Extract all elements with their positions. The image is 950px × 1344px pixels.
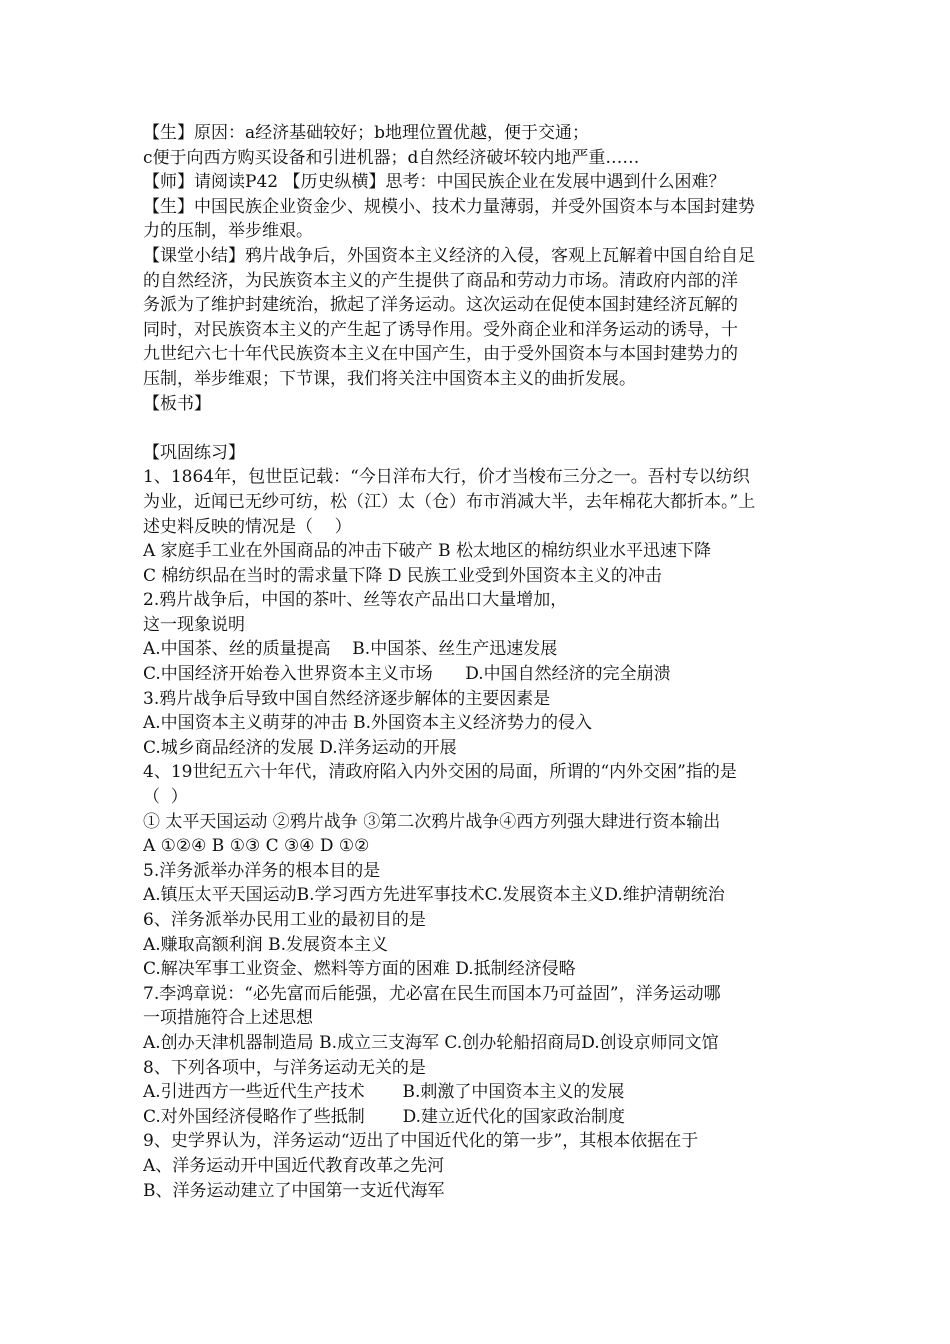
lesson-line: 力的压制，举步维艰。 [143,221,313,242]
lesson-line: 【生】原因：a经济基础较好；b地理位置优越，便于交通； [143,123,590,143]
exercise-line: A.中国茶、丝的质量提高 B.中国茶、丝生产迅速发展 [143,639,558,660]
exercise-line: B、洋务运动建立了中国第一支近代海军 [143,1180,445,1201]
exercise-line: C 棉纺织品在当时的需求量下降 D 民族工业受到外国资本主义的冲击 [143,565,662,586]
exercise-line: A ①②④ B ①③ C ③④ D ①② [143,836,370,857]
exercise-line: A、洋务运动开中国近代教育改革之先河 [143,1155,445,1176]
exercise-line: A.中国资本主义萌芽的冲击 B.外国资本主义经济势力的侵入 [143,713,592,734]
exercise-line: C.解决军事工业资金、燃料等方面的困难 D.抵制经济侵略 [143,959,576,980]
exercise-line: （ ） [143,787,188,808]
exercise-line: 一项措施符合上述思想 [143,1008,313,1029]
exercise-line: A.引进西方一些近代生产技术 B.刺激了中国资本主义的发展 [143,1082,625,1103]
exercise-line: 9、史学界认为，洋务运动“迈出了中国近代化的第一步”，其根本依据在于 [143,1131,699,1152]
blank-line [143,416,833,441]
lesson-line: 【师】请阅读P42 【历史纵横】思考：中国民族企业在发展中遇到什么困难？ [143,172,726,193]
exercise-line: 为业，近闻已无纱可纺，松（江）太（仓）布市消减大半，去年棉花大都折本。”上 [143,491,756,512]
exercise-line: C.城乡商品经济的发展 D.洋务运动的开展 [143,737,457,758]
exercise-line: A 家庭手工业在外国商品的冲击下破产 B 松太地区的棉纺织业水平迅速下降 [143,541,711,562]
lesson-line: 压制，举步维艰；下节课，我们将关注中国资本主义的曲折发展。 [143,368,636,389]
exercise-line: A.赚取高额利润 B.发展资本主义 [143,934,388,955]
exercise-line: A.创办天津机器制造局 B.成立三支海军 C.创办轮船招商局D.创设京师同文馆 [143,1032,719,1053]
lesson-line: 九世纪六七十年代民族资本主义在中国产生，由于受外国资本与本国封建势力的 [143,344,738,365]
document-body [143,121,833,1203]
lesson-line: 【板书】 [143,393,211,414]
exercise-line: C.对外国经济侵略作了些抵制 D.建立近代化的国家政治制度 [143,1106,626,1127]
exercise-line: C.中国经济开始卷入世界资本主义市场 D.中国自然经济的完全崩溃 [143,664,671,685]
exercise-line: 3.鸦片战争后导致中国自然经济逐步解体的主要因素是 [143,688,551,709]
exercise-title: 【巩固练习】 [143,442,245,463]
exercise-line: 2.鸦片战争后，中国的茶叶、丝等农产品出口大量增加， [143,590,568,611]
exercise-line: 4、19世纪五六十年代，清政府陷入内外交困的局面，所谓的“内外交困”指的是 [143,762,737,783]
exercise-line: 6、洋务派举办民用工业的最初目的是 [143,910,426,930]
exercise-line: 5.洋务派举办洋务的根本目的是 [143,860,381,881]
exercise-line: 述史料反映的情况是（ ） [143,516,352,537]
lesson-line: c便于向西方购买设备和引进机器；d自然经济破坏较内地严重…… [143,147,640,168]
exercise-section [143,441,833,1203]
exercise-line: 1、1864年，包世臣记载：“今日洋布大行，价才当梭布三分之一。吾村专以纺织 [143,467,750,488]
exercise-line: A.镇压太平天国运动B.学习西方先进军事技术C.发展资本主义D.维护清朝统治 [143,885,725,906]
lesson-line: 的自然经济，为民族资本主义的产生提供了商品和劳动力市场。清政府内部的洋 [143,270,738,291]
lesson-section [143,121,833,416]
lesson-line: 【课堂小结】鸦片战争后，外国资本主义经济的入侵，客观上瓦解着中国自给自足 [143,245,755,266]
exercise-line: 8、下列各项中，与洋务运动无关的是 [143,1057,426,1078]
lesson-line: 务派为了维护封建统治，掀起了洋务运动。这次运动在促使本国封建经济瓦解的 [143,295,738,316]
exercise-line: ① 太平天国运动 ②鸦片战争 ③第二次鸦片战争④西方列强大肆进行资本输出 [143,811,721,832]
exercise-line: 这一现象说明 [143,614,245,635]
lesson-line: 【生】中国民族企业资金少、规模小、技术力量薄弱，并受外国资本与本国封建势 [143,196,755,217]
exercise-line: 7.李鸿章说：“必先富而后能强，尤必富在民生而国本乃可益固”，洋务运动哪 [143,983,721,1004]
lesson-line: 同时，对民族资本主义的产生起了诱导作用。受外商企业和洋务运动的诱导，十 [143,319,738,340]
